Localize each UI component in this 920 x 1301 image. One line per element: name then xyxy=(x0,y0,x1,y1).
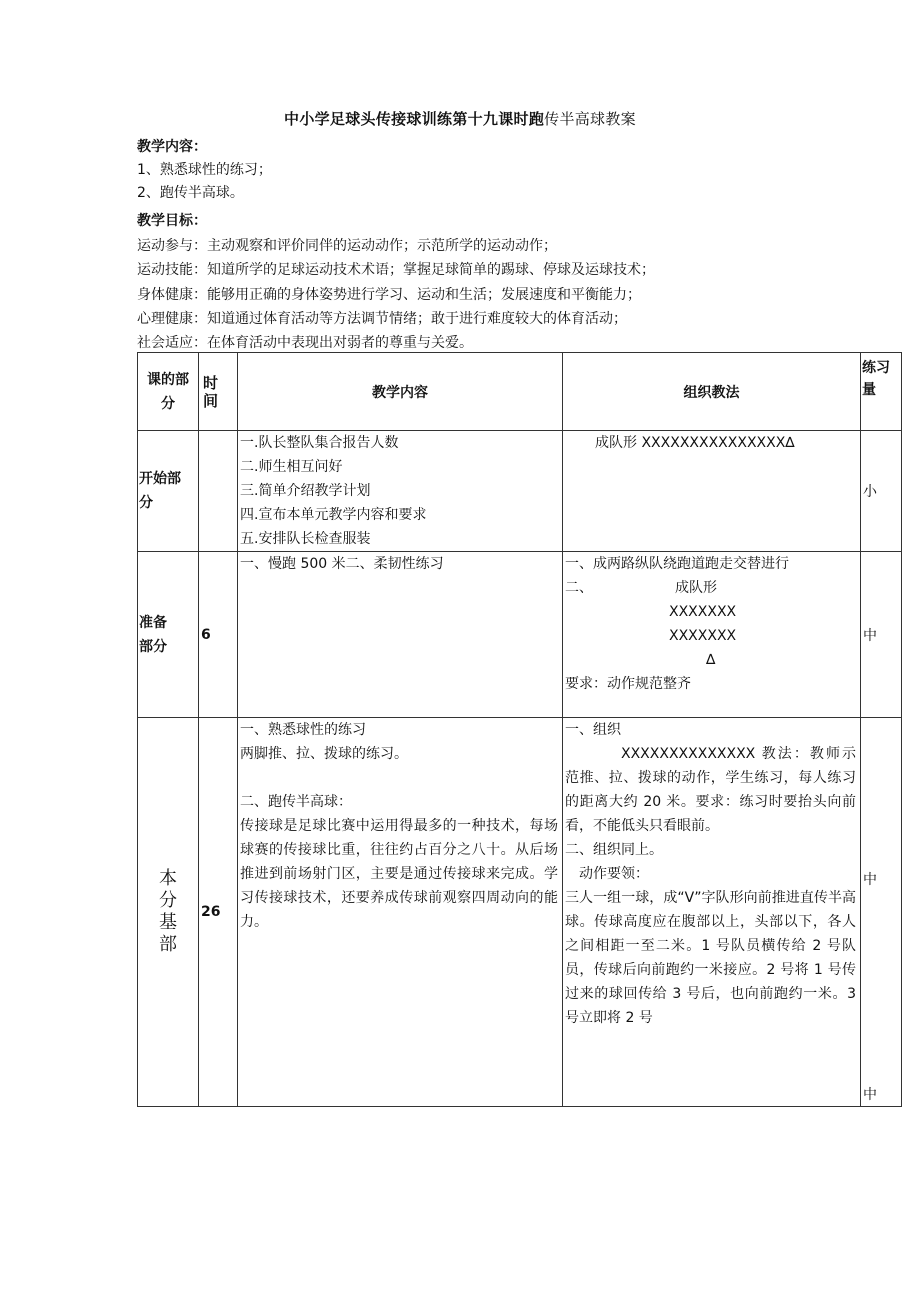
prep-method: 一、成两路纵队绕跑道跑走交替进行 二、 成队形 XXXXXXX XXXXXXX ∆ 要求：动作规范整齐 xyxy=(563,552,861,718)
header-section: 课的部 分 xyxy=(138,353,199,431)
goal-skills: 运动技能：知道所学的足球运动技术术语；掌握足球简单的踢球、停球及运球技术； xyxy=(137,262,655,278)
title-bold-part: 中小学足球头传接球训练第十九课时跑 xyxy=(284,110,545,128)
prep-section-label: 准备 部分 xyxy=(138,552,199,718)
title-rest-part: 传半高球教案 xyxy=(544,110,636,128)
table-header-row xyxy=(138,353,902,431)
start-time xyxy=(199,431,238,552)
content-heading: 教学内容： xyxy=(137,139,207,155)
prep-content: 一、慢跑 500 米二、柔韧性练习 xyxy=(238,552,563,718)
lesson-plan-table xyxy=(137,352,902,1107)
goal-social: 社会适应：在体育活动中表现出对弱者的尊重与关爱。 xyxy=(137,335,473,351)
table-row-prep xyxy=(138,552,902,718)
header-method: 组织教法 xyxy=(563,353,861,431)
table-row-start xyxy=(138,431,902,552)
goal-participation: 运动参与：主动观察和评价同伴的运动动作；示范所学的运动动作； xyxy=(137,238,557,254)
start-content: 一.队长整队集合报告人数 二.师生相互问好 三.简单介绍教学计划 四.宣布本单元教学内容和要求 五.安排队长检查服装 xyxy=(238,431,563,552)
goal-mental: 心理健康：知道通过体育活动等方法调节情绪；敢于进行难度较大的体育活动； xyxy=(137,311,627,327)
table-row-main xyxy=(138,718,902,1107)
header-content: 教学内容 xyxy=(238,353,563,431)
content-item-1: 1、熟悉球性的练习； xyxy=(137,162,272,178)
main-content: 一、熟悉球性的练习 两脚推、拉、拨球的练习。 二、跑传半高球： 传接球是足球比赛中运用得最多的一种技术，每场球赛的传接球比重，往往约占百分之八十。从后场推进到前场射门区，主要是通过传接球来完成。学习传接球技术，还要养成传球前观察四周动向的能力。 xyxy=(238,718,563,1107)
main-amount-bottom: 中 xyxy=(863,1087,877,1103)
main-amount-top: 中 xyxy=(863,872,877,888)
document-title xyxy=(0,108,920,129)
goal-health: 身体健康：能够用正确的身体姿势进行学习、运动和生活；发展速度和平衡能力； xyxy=(137,287,641,303)
start-amount: 小 xyxy=(861,431,902,552)
main-method: 一、组织 XXXXXXXXXXXXXX 教法：教师示范推、拉、拨球的动作，学生练习，每人练习的距离大约 20 米。要求：练习时要抬头向前看，不能低头只看眼前。 二、组织同上。 动作要领： 三人一组一球，成“V”字队形向前推进直传半高球。传球高度应在腹部以上，头部以下，各人之间相距一至二米。1 号队员横传给 2 号队员，传球后向前跑约一米接应。2 号将 1 号传过来的球回传给 3 号后，也向前跑约一米。3 号立即将 2 号 xyxy=(563,718,861,1107)
goals-heading: 教学目标： xyxy=(137,213,207,229)
prep-amount: 中 xyxy=(861,552,902,718)
content-item-2: 2、跑传半高球。 xyxy=(137,185,244,201)
main-amount xyxy=(861,718,902,1107)
start-section-label: 开始部 分 xyxy=(138,431,199,552)
start-method: 成队形 XXXXXXXXXXXXXXX∆ xyxy=(563,431,861,552)
header-amount: 练习 量 xyxy=(861,353,902,431)
main-section-label: 本 分 基 部 xyxy=(138,718,199,1107)
prep-time: 6 xyxy=(199,552,238,718)
header-time: 时 间 xyxy=(199,353,238,431)
main-time: 26 xyxy=(199,718,238,1107)
